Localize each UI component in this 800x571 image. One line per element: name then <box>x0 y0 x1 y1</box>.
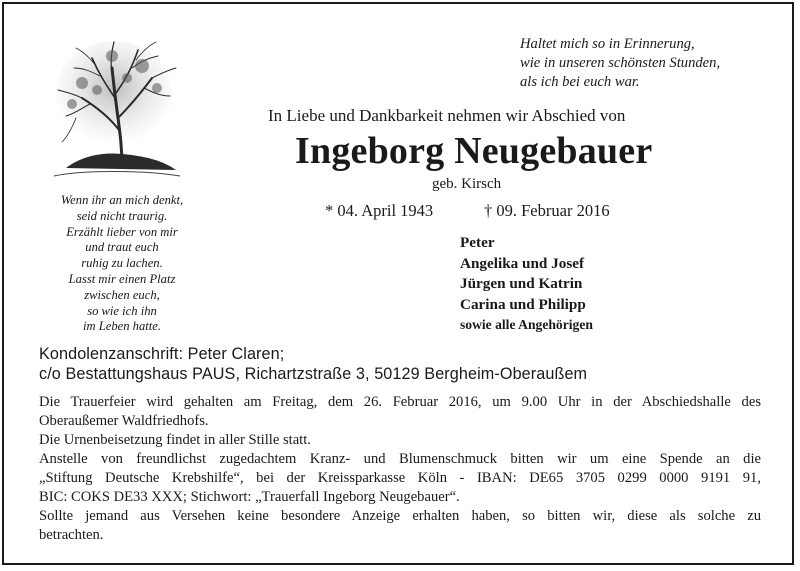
body-line: „Stiftung Deutsche Krebshilfe“, bei der Kreissparkasse Köln - IBAN: DE65 3705 0299 0000 9191 91, <box>39 470 761 486</box>
death-date: † 09. Februar 2016 <box>484 201 610 220</box>
funeral-details <box>39 393 761 545</box>
maiden-name: geb. Kirsch <box>432 176 502 192</box>
poem-line: im Leben hatte. <box>83 319 161 334</box>
poem-line: Wenn ihr an mich denkt, <box>60 193 184 207</box>
condolence-line: c/o Bestattungshaus PAUS, Richartzstraße 3, 50129 Bergheim-Oberaußem <box>39 365 588 383</box>
condolence-line: Kondolenzanschrift: Peter Claren; <box>39 345 285 363</box>
mourner: Angelika und Josef <box>460 254 585 272</box>
top-quote <box>520 35 780 92</box>
body-line: Die Urnenbeisetzung findet in aller Stille statt. <box>39 432 311 448</box>
birth-date: * 04. April 1943 <box>325 201 434 220</box>
mourner: sowie alle Angehörigen <box>460 317 593 333</box>
body-line: betrachten. <box>39 527 104 543</box>
body-line: BIC: COKS DE33 XXX; Stichwort: „Trauerfall Ingeborg Neugebauer“. <box>39 489 460 505</box>
mourner: Peter <box>460 234 495 251</box>
mourner: Carina und Philipp <box>460 295 586 313</box>
poem-line: Erzählt lieber von mir <box>66 224 178 239</box>
poem-line: ruhig zu lachen. <box>81 256 163 271</box>
intro-text: In Liebe und Dankbarkeit nehmen wir Abschied von <box>268 106 626 125</box>
quote-line: wie in unseren schönsten Stunden, <box>520 55 721 71</box>
mourners-list <box>460 233 593 336</box>
quote-line: Haltet mich so in Erinnerung, <box>520 36 695 52</box>
body-line: Oberaußemer Waldfriedhofs. <box>39 413 209 429</box>
poem-line: und traut euch <box>85 240 159 255</box>
quote-line: als ich bei euch war. <box>520 74 640 90</box>
poem-line: zwischen euch, <box>84 287 160 302</box>
poem-line: seid nicht traurig. <box>76 208 168 223</box>
body-line: Sollte jemand aus Versehen keine besondere Anzeige erhalten haben, so bitten wir, diese als solche zu <box>39 508 761 524</box>
tree-illustration <box>52 38 182 178</box>
mourner: Jürgen und Katrin <box>460 275 583 293</box>
left-poem <box>22 193 222 335</box>
body-line: Anstelle von freundlichst zugedachtem Kranz- und Blumenschmuck bitten wir um eine Spende an die <box>39 451 761 467</box>
poem-line: so wie ich ihn <box>87 303 157 318</box>
poem-line: Lasst mir einen Platz <box>68 271 176 286</box>
body-line: Die Trauerfeier wird gehalten am Freitag, dem 26. Februar 2016, um 9.00 Uhr in der Abschiedshalle des <box>39 394 761 410</box>
deceased-name: Ingeborg Neugebauer <box>295 130 653 172</box>
condolence-address <box>39 344 587 384</box>
